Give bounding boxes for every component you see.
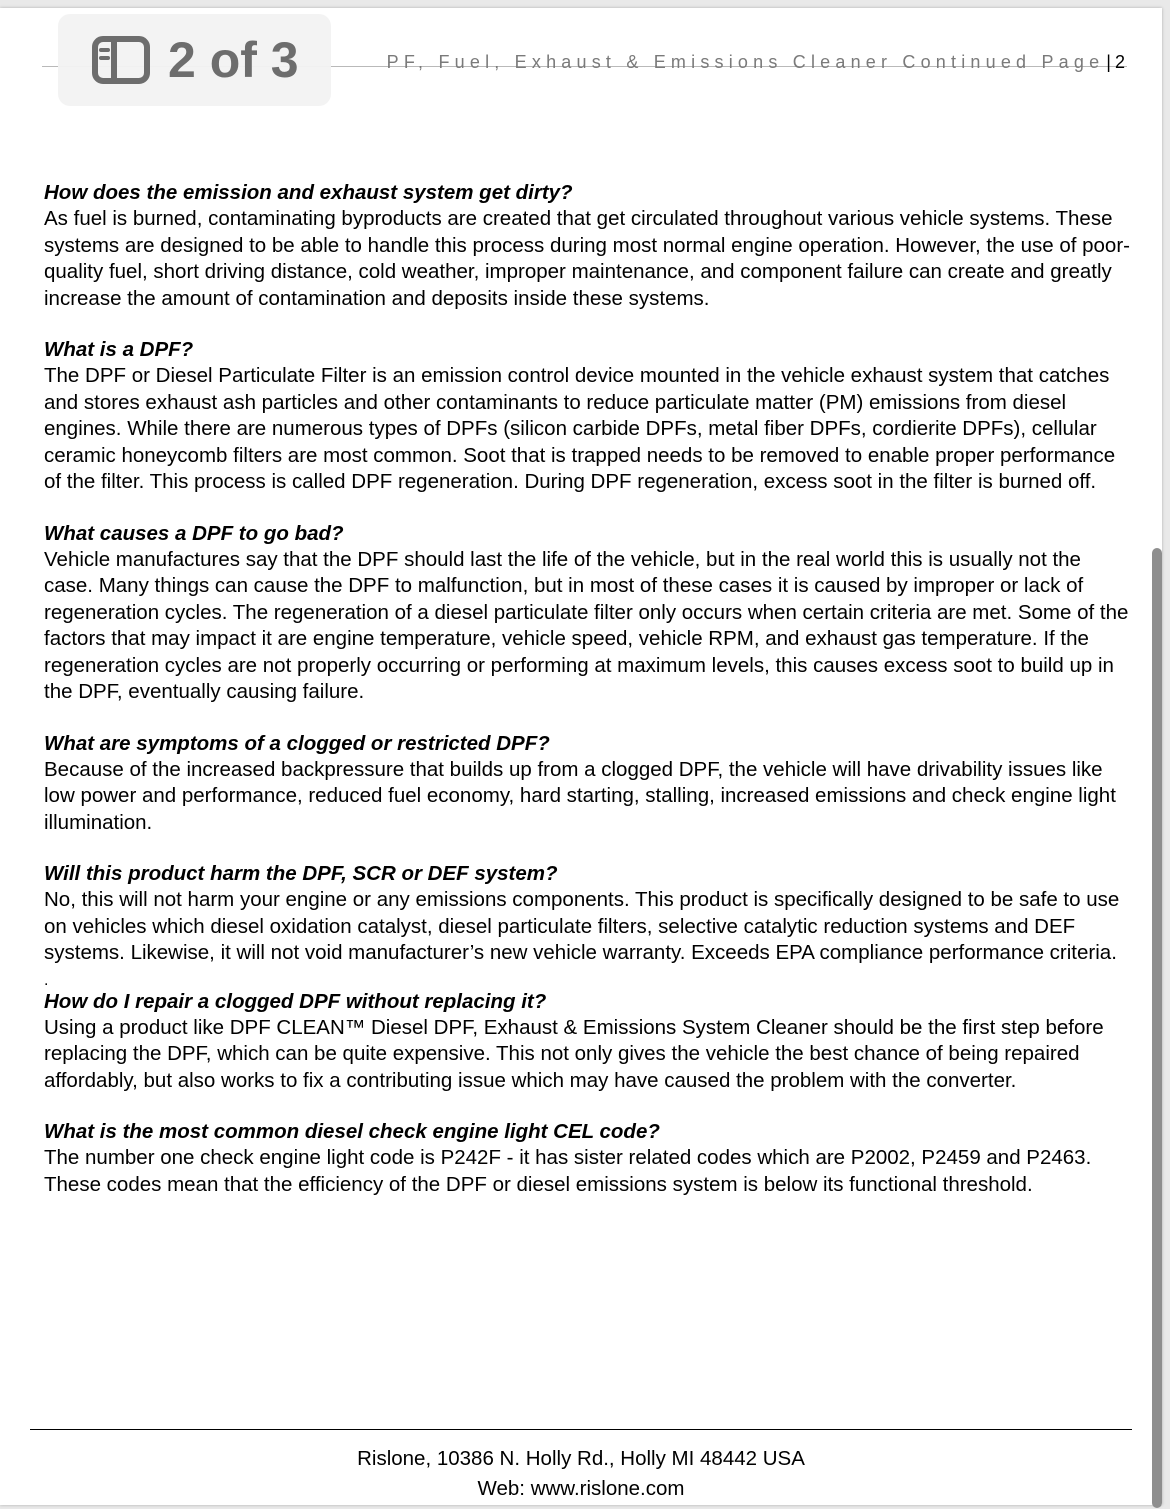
faq-question: What causes a DPF to go bad?	[44, 521, 344, 545]
faq-question: What is the most common diesel check engine light CEL code?	[44, 1120, 660, 1143]
faq-question: What is a DPF?	[44, 338, 194, 361]
document-page	[0, 8, 1162, 1505]
faq-section	[44, 180, 1134, 312]
footer-rule	[30, 1429, 1132, 1430]
faq-answer: The number one check engine light code is P242F - it has sister related codes which are P2002, P2459 and P2463. These codes mean that the efficiency of the DPF or diesel emissions system is below its functional threshold.	[44, 1146, 1092, 1196]
stray-period: .	[44, 971, 49, 989]
vertical-scrollbar[interactable]	[1152, 548, 1162, 1508]
page-footer	[0, 1444, 1162, 1504]
page-indicator	[58, 14, 331, 106]
faq-question: How does the emission and exhaust system get dirty?	[44, 181, 573, 204]
faq-question: Will this product harm the DPF, SCR or DEF system?	[44, 862, 558, 885]
faq-question: How do I repair a clogged DPF without replacing it?	[44, 989, 547, 1013]
faq-question: What are symptoms of a clogged or restricted DPF?	[44, 731, 550, 755]
faq-section	[44, 861, 1134, 967]
footer-address: Rislone, 10386 N. Holly Rd., Holly MI 48442 USA	[357, 1447, 805, 1470]
page-count-label: 2 of 3	[168, 32, 299, 88]
faq-answer: Because of the increased backpressure that builds up from a clogged DPF, the vehicle will have drivability issues like low power and performance, reduced fuel economy, hard starting, stalling, increased emissions and check engine light illumination.	[44, 757, 1116, 834]
sidebar-icon[interactable]	[92, 36, 150, 84]
faq-answer: Using a product like DPF CLEAN™ Diesel DPF, Exhaust & Emissions System Cleaner should be the first step before replacing the DPF, which can be quite expensive. This not only gives the vehicle the best chance of being repaired affordably, but also works to fix a contributing issue which may have caused the problem with the converter.	[44, 1015, 1104, 1092]
faq-section	[44, 989, 1134, 1095]
faq-section	[44, 731, 1134, 837]
header-page-number: 2	[1114, 52, 1125, 72]
faq-answer: As fuel is burned, contaminating byproducts are created that get circulated throughout various vehicle systems. These systems are designed to be able to handle this process during most normal engine operation. However, the use of poor-quality fuel, short driving distance, cold weather, improper maintenance, and component failure can create and greatly increase the amount of contamination and deposits inside these systems.	[44, 207, 1130, 310]
faq-section	[44, 521, 1134, 706]
footer-web: Web: www.rislone.com	[477, 1477, 685, 1500]
header-separator: |	[1106, 52, 1111, 72]
faq-section	[44, 337, 1134, 496]
faq-section	[44, 1119, 1134, 1198]
faq-answer: No, this will not harm your engine or any emissions components. This product is specifically designed to be safe to use on vehicles which diesel oxidation catalyst, diesel particulate filters, selective catalytic reduction systems and DEF systems. Likewise, it will not void manufacturer’s new vehicle warranty. Exceeds EPA compliance performance criteria.	[44, 888, 1120, 964]
document-body	[44, 180, 1134, 1223]
faq-answer: Vehicle manufactures say that the DPF should last the life of the vehicle, but in the real world this is usually not the case. Many things can cause the DPF to malfunction, but in most of these cases it is caused by improper or lack of regeneration cycles. The regeneration of a diesel particulate filter only occurs when certain criteria are met. Some of the factors that may impact it are engine temperature, vehicle speed, vehicle RPM, and exhaust gas temperature. If the regeneration cycles are not properly occurring or performing at maximum levels, this causes excess soot to build up in the DPF, eventually causing failure.	[44, 547, 1129, 703]
faq-answer: The DPF or Diesel Particulate Filter is an emission control device mounted in the vehicle exhaust system that catches and stores exhaust ash particles and other contaminants to reduce particulate matter (PM) emissions from diesel engines. While there are numerous types of DPFs (silicon carbide DPFs, metal fiber DPFs, cordierite DPFs), cellular ceramic honeycomb filters are most common. Soot that is trapped needs to be removed to enable proper performance of the filter. This process is called DPF regeneration. During DPF regeneration, excess soot in the filter is burned off.	[44, 364, 1116, 493]
page-header	[387, 52, 1125, 73]
header-title: PF, Fuel, Exhaust & Emissions Cleaner Continued Page	[386, 52, 1105, 72]
